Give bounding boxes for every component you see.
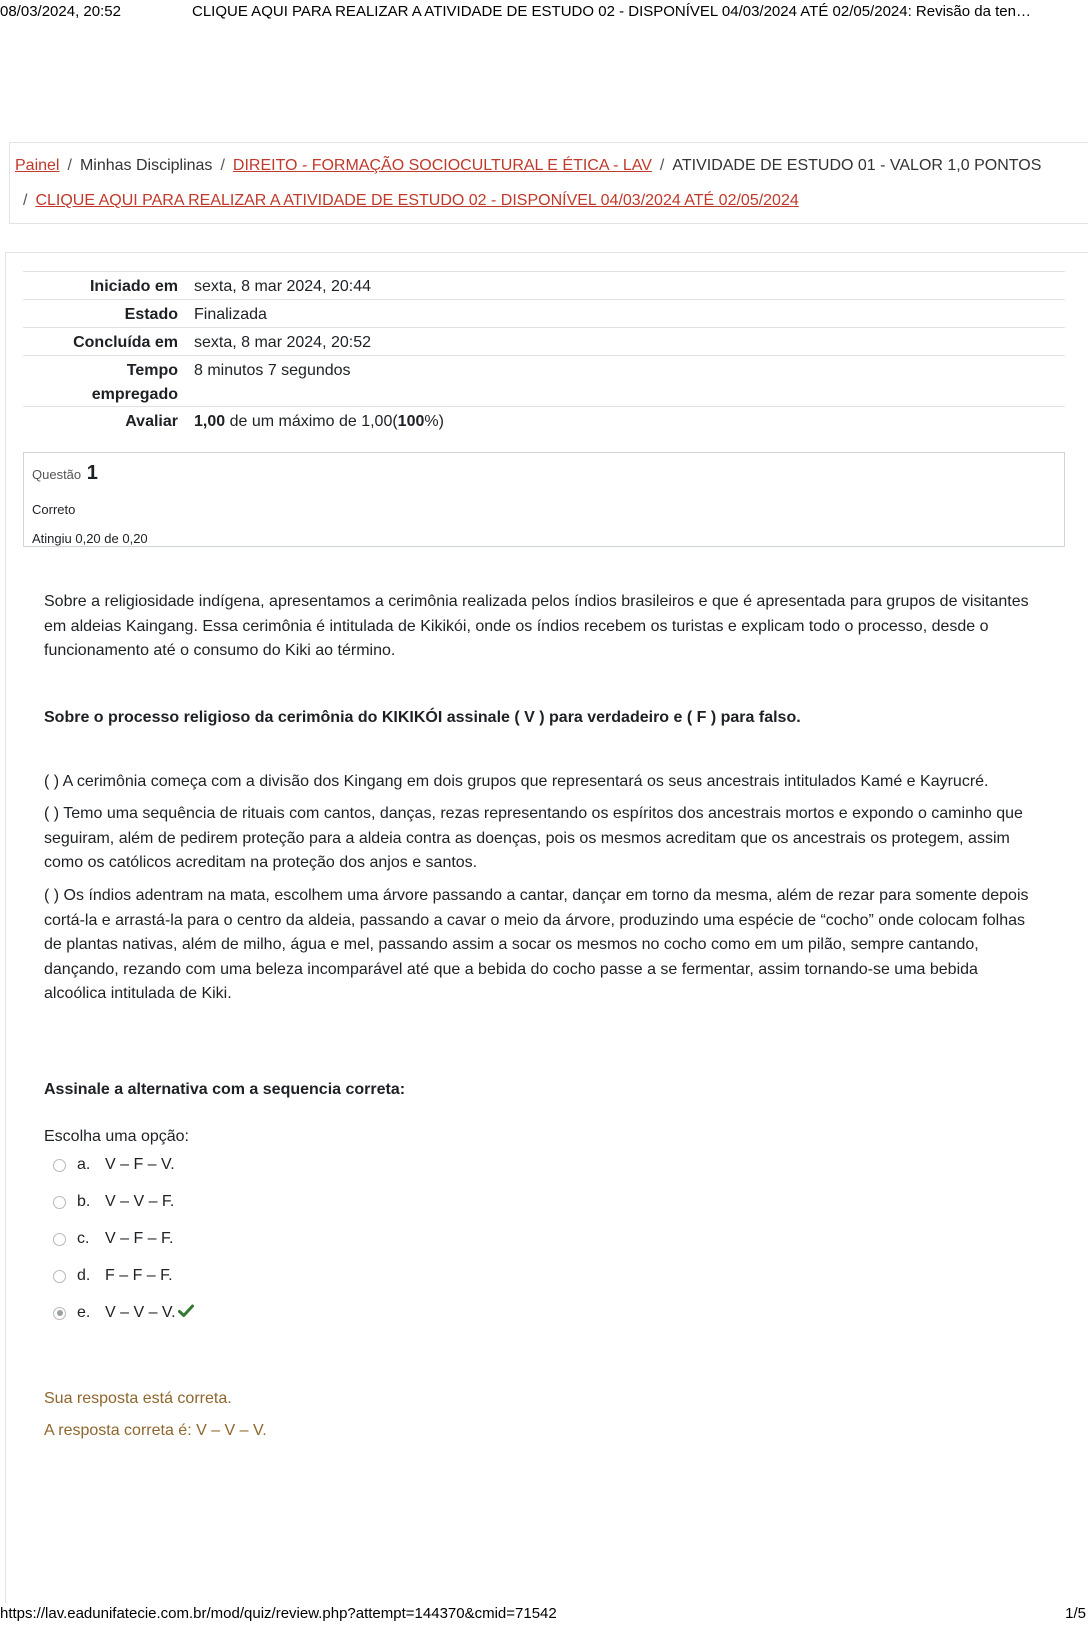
started-label: Iniciado em — [89, 278, 178, 295]
breadcrumb-minhas-disciplinas: Minhas Disciplinas — [79, 157, 213, 174]
feedback-correct: Sua resposta está correta. — [44, 1390, 232, 1407]
grade-label: Avaliar — [125, 413, 178, 430]
check-icon — [178, 1304, 194, 1323]
summary-row-state — [23, 299, 1065, 327]
option-text: V – F – V. — [105, 1156, 175, 1173]
breadcrumb-painel-link[interactable]: Painel — [15, 157, 60, 174]
option-letter: e. — [77, 1304, 91, 1321]
option-text: V – F – F. — [105, 1230, 174, 1247]
question-number-value: 1 — [86, 462, 98, 484]
print-date: 08/03/2024, 20:52 — [0, 3, 121, 20]
time-label-line1: Tempo — [126, 362, 178, 379]
option-letter: c. — [77, 1230, 90, 1247]
statement-item-2: ( ) Temo uma sequência de rituais com cantos, danças, rezas representando os espíritos dos ancestrais mortos e expondo o caminho que seguiram, além de pedirem proteção para a aldeia contra as doenças, pois os mesmos acreditam que os ancestrais os protegem, assim como os católicos acreditam na proteção dos anjos e santos. — [44, 805, 1023, 871]
radio-d[interactable] — [53, 1270, 66, 1283]
grade-mid: de um máximo de 1,00( — [225, 413, 398, 430]
grade-score: 1,00 — [194, 413, 226, 430]
option-letter: b. — [77, 1193, 91, 1210]
grade-value — [194, 412, 444, 432]
question-instruction: Assinale a alternativa com a sequencia correta: — [44, 1081, 406, 1098]
question-grade: Atingiu 0,20 de 0,20 — [32, 531, 148, 546]
breadcrumb-separator: / — [23, 192, 28, 209]
radio-e-selected[interactable] — [53, 1307, 66, 1320]
summary-row-completed — [23, 327, 1065, 355]
option-a[interactable] — [53, 1154, 175, 1176]
statement-item-1: ( ) A cerimônia começa com a divisão dos Kingang em dois grupos que representará os seus ancestrais intitulados Kamé e Kayrucré. — [44, 773, 989, 790]
option-letter: a. — [77, 1156, 91, 1173]
breadcrumb — [9, 142, 1088, 224]
breadcrumb-row-1 — [15, 157, 1041, 175]
summary-row-grade — [23, 406, 1065, 440]
time-value: 8 minutos 7 segundos — [194, 362, 351, 379]
print-footer — [0, 1603, 1088, 1625]
radio-b[interactable] — [53, 1196, 66, 1209]
radio-c[interactable] — [53, 1233, 66, 1246]
breadcrumb-row-2 — [23, 192, 799, 210]
option-letter: d. — [77, 1267, 91, 1284]
radio-a[interactable] — [53, 1159, 66, 1172]
attempt-summary-table — [23, 271, 1065, 440]
option-text: F – F – F. — [105, 1267, 173, 1284]
completed-value: sexta, 8 mar 2024, 20:52 — [194, 334, 371, 351]
grade-end: %) — [424, 413, 444, 430]
question-prompt: Sobre o processo religioso da cerimônia do KIKIKÓI assinale ( V ) para verdadeiro e ( F ) para falso. — [44, 709, 801, 726]
breadcrumb-course-link[interactable]: DIREITO - FORMAÇÃO SOCIOCULTURAL E ÉTICA - LAV — [232, 157, 652, 174]
question-number — [32, 462, 98, 485]
option-e[interactable] — [53, 1302, 194, 1324]
summary-row-time — [23, 355, 1065, 406]
state-value: Finalizada — [194, 306, 267, 323]
option-text: V – V – V. — [105, 1304, 176, 1321]
breadcrumb-separator: / — [67, 157, 72, 174]
print-header — [0, 0, 1088, 24]
breadcrumb-activity-link[interactable]: CLIQUE AQUI PARA REALIZAR A ATIVIDADE DE ESTUDO 02 - DISPONÍVEL 04/03/2024 ATÉ 02/05/2024 — [35, 192, 799, 209]
print-title: CLIQUE AQUI PARA REALIZAR A ATIVIDADE DE ESTUDO 02 - DISPONÍVEL 04/03/2024 ATÉ 02/05/2024: Revisão da ten… — [192, 3, 1031, 20]
started-value: sexta, 8 mar 2024, 20:44 — [194, 278, 371, 295]
state-label: Estado — [124, 306, 178, 323]
option-b[interactable] — [53, 1191, 174, 1213]
print-url: https://lav.eadunifatecie.com.br/mod/quiz/review.php?attempt=144370&cmid=71542 — [0, 1605, 557, 1622]
breadcrumb-section: ATIVIDADE DE ESTUDO 01 - VALOR 1,0 PONTOS — [672, 157, 1042, 174]
option-d[interactable] — [53, 1265, 173, 1287]
statement-item-3: ( ) Os índios adentram na mata, escolhem uma árvore passando a cantar, dançar em torno da mesma, além de rezar para somente depois cortá-la e arrastá-la para o centro da aldeia, passando a cavar o meio da árvore, produzindo uma espécie de “cocho” onde colocam folhas de plantas nativas, além de milho, água e mel, passando assim a socar os mesmos no cocho como em um pilão, sempre cantando, dançando, rezando com uma beleza incomparável até que a bebida do cocho passe a se fermentar, assim tornando-se uma bebida alcoólica intitulada de Kiki. — [44, 887, 1029, 1002]
grade-percent: 100 — [397, 413, 425, 430]
print-page-number: 1/5 — [1065, 1605, 1086, 1622]
breadcrumb-separator: / — [659, 157, 665, 174]
choose-option-label: Escolha uma opção: — [44, 1128, 189, 1145]
option-c[interactable] — [53, 1228, 173, 1250]
breadcrumb-separator: / — [220, 157, 225, 174]
question-state: Correto — [32, 502, 76, 517]
time-label-line2: empregado — [91, 386, 178, 403]
feedback-right-answer: A resposta correta é: V – V – V. — [44, 1422, 267, 1439]
option-text: V – V – F. — [105, 1193, 175, 1210]
completed-label: Concluída em — [73, 334, 178, 351]
question-intro-text: Sobre a religiosidade indígena, apresentamos a cerimônia realizada pelos índios brasileiros e que é apresentada para grupos de visitantes em aldeias Kaingang. Essa cerimônia é intitulada de Kikikói, onde os índios recebem os turistas e explicam todo o processo, desde o funcionamento até o consumo do Kiki ao término. — [44, 593, 1029, 659]
summary-row-started — [23, 271, 1065, 299]
question-label: Questão — [32, 467, 82, 482]
question-info-box — [23, 452, 1065, 547]
time-label — [23, 359, 178, 407]
